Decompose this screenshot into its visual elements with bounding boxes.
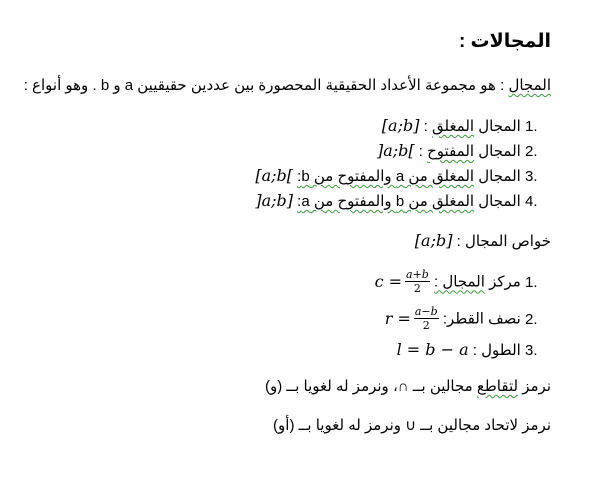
item-math: ]a;b] [255,191,293,210]
intersection-note [265,377,551,397]
item-label: المجال [478,168,521,185]
definition-term: المجال [508,77,551,94]
item-label: المجال [478,193,521,210]
item-label-underlined: المفتوح [427,143,475,160]
item-math: [a;b] [381,116,420,135]
list-item-open-interval [377,141,551,162]
intersection-term: لتقاطع [476,378,519,395]
list-number: 1. [525,273,538,291]
property-label: الطول : [472,342,521,359]
list-item-half-open-left [255,191,551,212]
property-center [375,268,551,295]
list-number: 1. [525,118,538,135]
property-label: مركز [489,273,521,291]
list-number: 3. [525,168,538,185]
interval-definition [24,76,551,96]
radius-formula [385,305,439,332]
formula-fraction [414,305,439,332]
fraction-numerator: a+b [406,268,429,281]
formula-lhs: r = [384,308,411,328]
item-label: المجال [478,143,521,160]
item-label-underlined: المغلق [431,118,475,135]
item-separator: : [423,118,428,135]
intersection-pre: نرمز [522,378,551,395]
properties-heading-text: خواص المجال : [456,233,551,250]
item-math: ]a;b[ [376,141,415,160]
definition-text: : هو مجموعة الأعداد الحقيقية المحصورة بين عددين حقيقيين a و b . وهو أنواع : [23,77,505,94]
formula-lhs: c = [374,271,403,291]
properties-heading [415,231,551,252]
intersection-rest: مجالين بــ ∩، ونرمز له لغويا بــ (و) [265,378,473,395]
item-label-underlined: المغلق من b والمفتوح من a: [297,193,475,210]
item-label: المجال [478,118,521,135]
list-item-closed-interval [382,116,551,137]
list-number: 2. [525,143,538,160]
property-radius [385,305,551,332]
item-label-underlined: المغلق من a والمفتوح من b: [297,168,475,185]
list-number: 2. [525,310,538,328]
item-separator: : [418,143,423,160]
property-label: نصف القطر: [442,310,521,328]
item-math: [a;b[ [255,166,293,185]
length-formula: l = b − a [396,340,469,359]
fraction-denominator: 2 [422,319,430,332]
fraction-numerator: a−b [414,305,438,318]
fraction-denominator: 2 [413,282,421,295]
list-number: 3. [525,342,538,359]
properties-heading-math: [a;b] [414,231,453,250]
page-title: المجالات : [458,31,551,52]
list-number: 4. [525,193,538,210]
formula-fraction [405,268,430,295]
property-label-underlined: المجال : [434,273,485,291]
property-length [397,340,551,361]
union-note: نرمز لاتحاد مجالين بــ ∪ ونرمز له لغويا بــ (أو) [273,417,551,434]
center-formula [375,268,430,295]
list-item-half-open-right [255,166,551,187]
